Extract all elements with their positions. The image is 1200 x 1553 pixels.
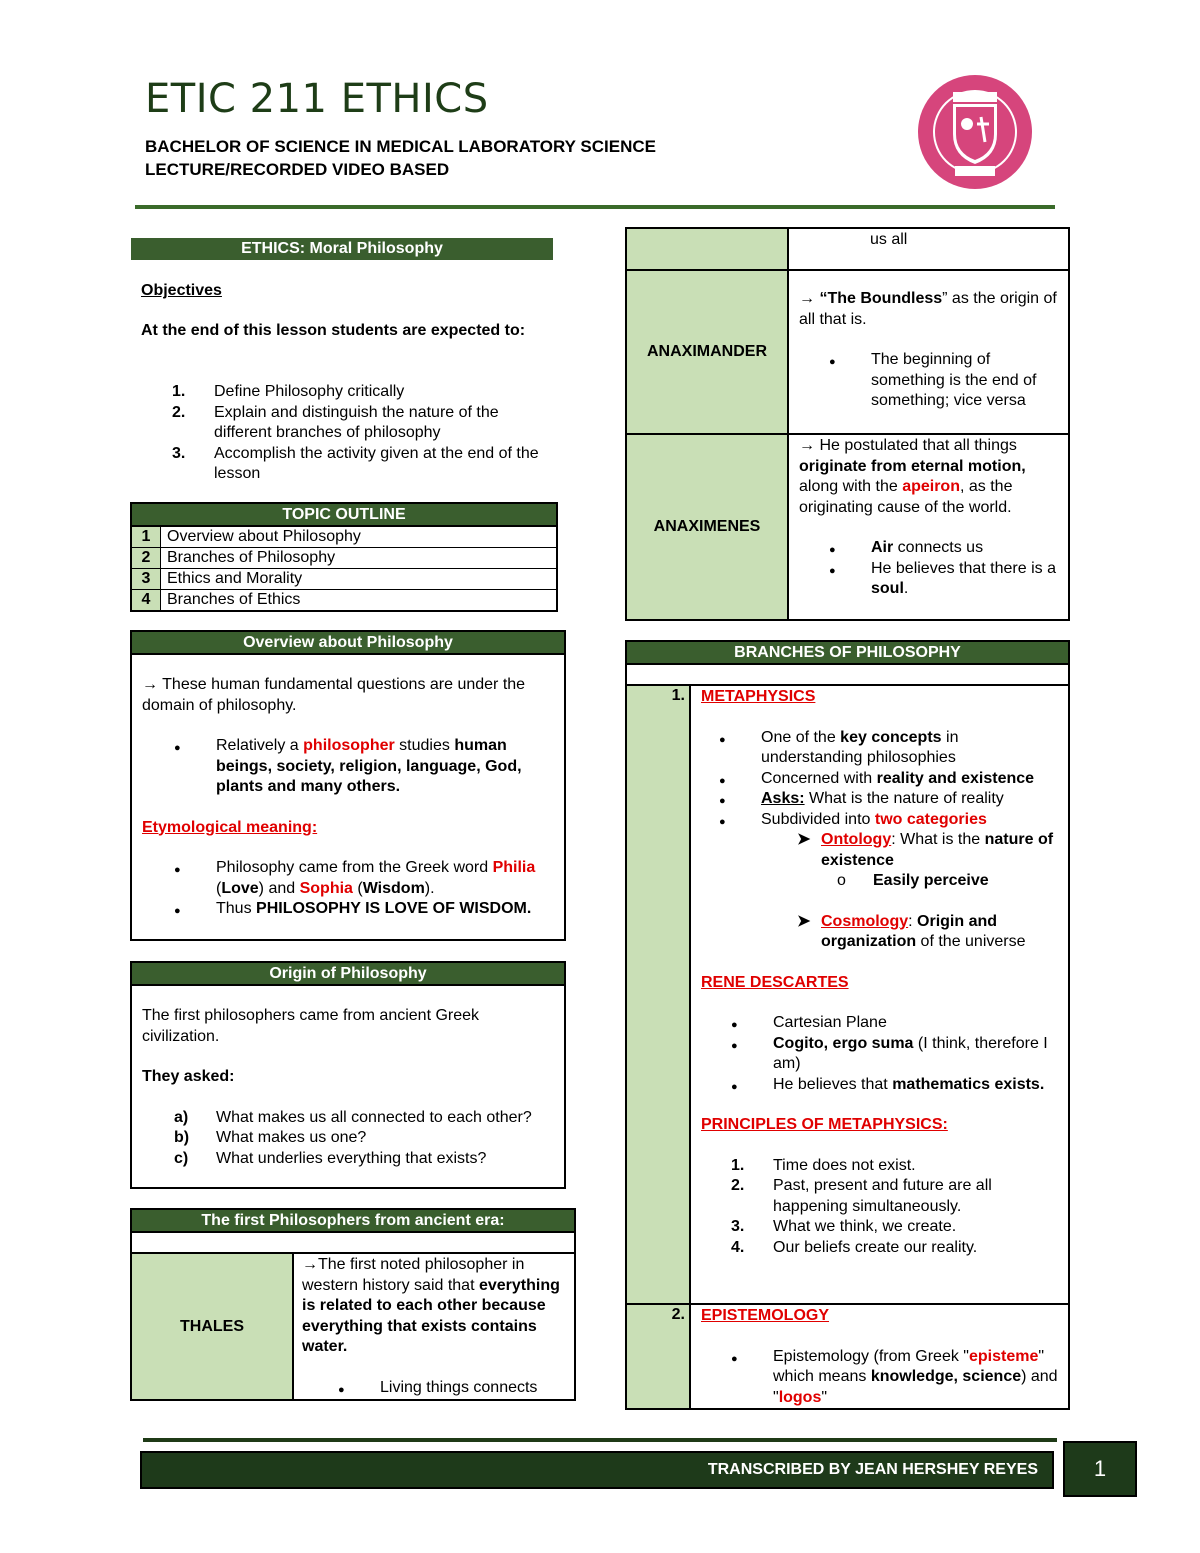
objectives-intro: At the end of this lesson students are expected to: — [141, 322, 526, 339]
footer-divider — [143, 1438, 1057, 1442]
branch-number: 2. — [626, 1304, 690, 1409]
arrow-bullet-icon: ➤ — [797, 831, 811, 848]
metaphysics-bullet: ● Subdivided into two categories — [719, 810, 1060, 831]
origin-heading: Origin of Philosophy — [132, 963, 564, 986]
ontology-item: ➤ Ontology: What is the nature of existence — [797, 831, 1054, 869]
ontology-subitem: o Easily perceive — [719, 871, 1060, 892]
objective-item: 1. Define Philosophy critically — [172, 383, 405, 400]
questions-list — [174, 1108, 554, 1170]
descartes-bullet: ● Cogito, ergo suma (I think, therefore I am) — [731, 1034, 1060, 1075]
metaphysics-bullet: ● One of the key concepts in understanding philosophies — [719, 728, 1060, 769]
branch-number: 1. — [626, 686, 690, 1304]
document-title: ETIC 211 ETHICS — [145, 76, 489, 122]
philosopher-name-anaximander: ANAXIMANDER — [626, 270, 788, 434]
page-number: 1 — [1063, 1441, 1137, 1497]
objectives-list — [172, 382, 547, 485]
philosopher-name-anaximenes: ANAXIMENES — [626, 434, 788, 620]
first-philosophers-heading: The first Philosophers from ancient era: — [130, 1208, 576, 1233]
epistemology-cell — [690, 1304, 1069, 1409]
outline-row: 2 Branches of Philosophy — [131, 548, 557, 569]
philosophers-continued-table — [625, 227, 1070, 621]
thales-bullet: ● Living things connects — [338, 1378, 566, 1399]
principles-heading: PRINCIPLES OF METAPHYSICS: — [701, 1116, 948, 1133]
overview-heading: Overview about Philosophy — [132, 632, 564, 655]
cosmology-item: ➤ Cosmology: Origin and organization of the universe — [797, 912, 1026, 950]
descartes-heading: RENE DESCARTES — [701, 973, 849, 991]
first-philosophers-table — [130, 1208, 576, 1401]
they-asked-label: They asked: — [142, 1068, 235, 1085]
descartes-bullet: ● He believes that mathematics exists. — [731, 1075, 1060, 1096]
metaphysics-bullet: ● Concerned with reality and existence — [719, 769, 1060, 790]
anaximander-description: → “The Boundless” as the origin of all that is. ● The beginning of something is the end of something; vice versa — [788, 270, 1069, 434]
origin-paragraph: The first philosophers came from ancient Greek civilization. — [142, 1007, 480, 1045]
metaphysics-heading: METAPHYSICS — [701, 688, 816, 705]
outline-row: 1 Overview about Philosophy — [131, 526, 557, 548]
overview-arrow-text: → These human fundamental questions are under the domain of philosophy. — [142, 676, 526, 714]
branches-heading: BRANCHES OF PHILOSOPHY — [625, 640, 1070, 665]
university-logo — [915, 72, 1035, 192]
circle-bullet-icon: o — [837, 872, 846, 889]
principle-item: 4. Our beliefs create our reality. — [731, 1238, 978, 1256]
transcriber-credit: TRANSCRIBED BY JEAN HERSHEY REYES — [707, 1461, 1038, 1478]
epistemology-heading: EPISTEMOLOGY — [701, 1307, 830, 1324]
etymological-heading: Etymological meaning: — [142, 818, 318, 836]
philosopher-name-thales: THALES — [131, 1254, 293, 1400]
principle-item: 3. What we think, we create. — [731, 1218, 957, 1235]
principle-item: 2. Past, present and future are all happening simultaneously. — [731, 1177, 992, 1215]
outline-row: 3 Ethics and Morality — [131, 569, 557, 590]
delivery-subtitle: LECTURE/RECORDED VIDEO BASED — [145, 160, 450, 179]
anaximenes-bullet: ● He believes that there is a soul. — [829, 559, 1060, 600]
program-subtitle: BACHELOR OF SCIENCE IN MEDICAL LABORATORY SCIENCE — [145, 137, 656, 156]
header-divider — [135, 205, 1055, 209]
continued-text: us all — [788, 228, 1069, 270]
origin-box — [130, 961, 566, 1189]
topic-outline-heading: TOPIC OUTLINE — [130, 502, 558, 525]
overview-box — [130, 630, 566, 941]
objectives-heading: Objectives — [141, 282, 222, 299]
metaphysics-bullet: ● Asks: What is the nature of reality — [719, 789, 1060, 810]
objective-item: 2. Explain and distinguish the nature of the different branches of philosophy — [172, 403, 499, 441]
spacer-row — [625, 665, 1070, 686]
outline-row: 4 Branches of Ethics — [131, 590, 557, 612]
overview-bullet: ● Relatively a philosopher studies human beings, society, religion, language, God, plants and many others. — [174, 736, 554, 798]
question-item: b) What makes us one? — [174, 1129, 367, 1146]
question-item: a) What makes us all connected to each other? — [174, 1108, 532, 1126]
objective-item: 3. Accomplish the activity given at the end of the lesson — [172, 444, 539, 482]
anaximander-bullet: ● The beginning of something is the end of something; vice versa — [829, 350, 1060, 412]
footer-bar — [140, 1451, 1054, 1489]
metaphysics-cell — [690, 686, 1069, 1304]
anaximenes-description: → He postulated that all things originate from eternal motion, along with the apeiron, as the originating cause of the world. ● Air connects us ● He believes that there is a soul. — [788, 434, 1069, 620]
descartes-bullet: ● Cartesian Plane — [731, 1013, 1060, 1034]
spacer-row — [130, 1233, 576, 1254]
question-item: c) What underlies everything that exists? — [174, 1149, 487, 1167]
anaximenes-bullet: ● Air connects us — [829, 538, 1060, 559]
principle-item: 1. Time does not exist. — [731, 1156, 916, 1174]
epistemology-bullet: ● Epistemology (from Greek "episteme" which means knowledge, science) and "logos" — [731, 1347, 1060, 1409]
section-bar-ethics: ETHICS: Moral Philosophy — [131, 238, 553, 260]
arrow-bullet-icon: ➤ — [797, 912, 811, 930]
topic-outline-table — [130, 502, 558, 612]
thales-description: →The first noted philosopher in western history said that everything is related to each other because everything that exists contains water. ● Living things connects — [293, 1254, 575, 1400]
conclusion-bullet: ● Thus PHILOSOPHY IS LOVE OF WISDOM. — [174, 899, 554, 920]
etymology-bullet: ● Philosophy came from the Greek word Philia (Love) and Sophia (Wisdom). — [174, 858, 554, 899]
branches-table — [625, 640, 1070, 1410]
